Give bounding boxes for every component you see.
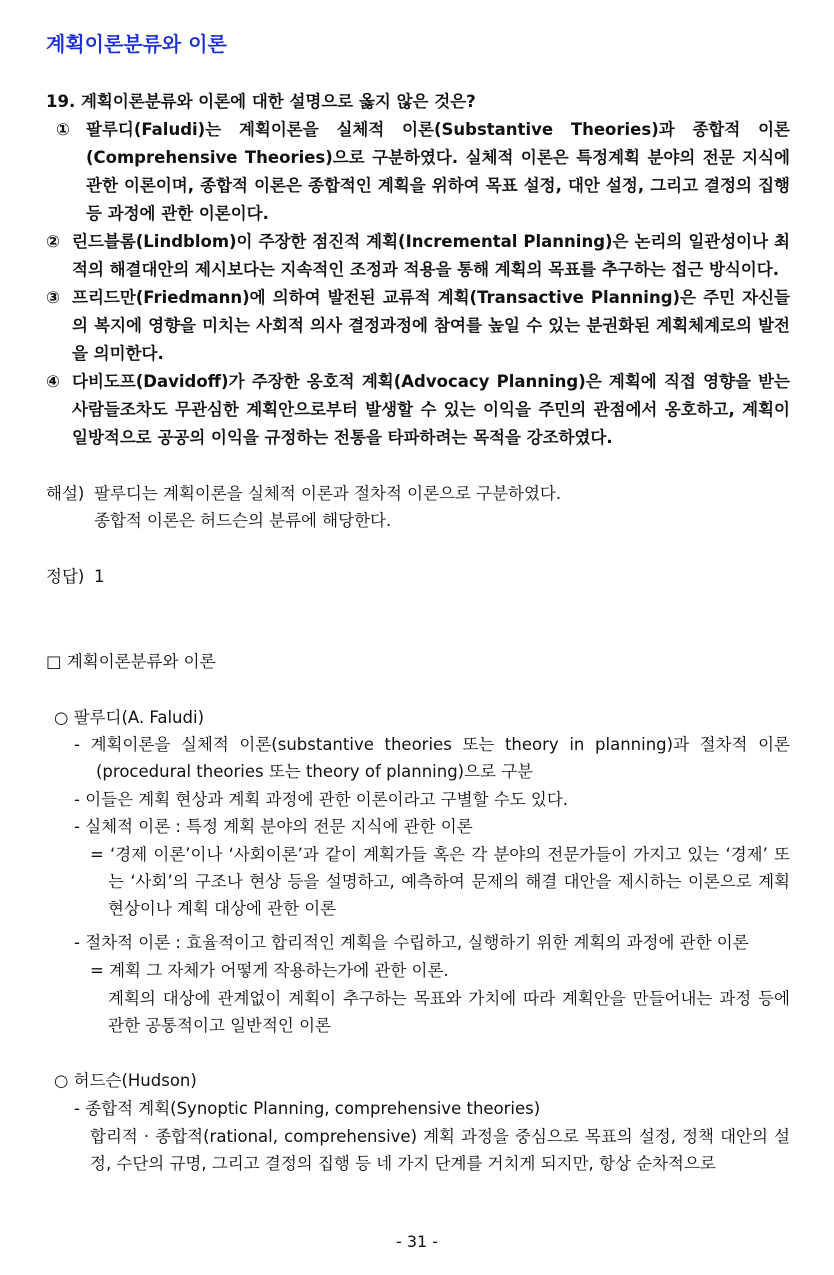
faludi-item-2: - 이들은 계획 현상과 계획 과정에 관한 이론이라고 구별할 수도 있다. [74, 790, 569, 809]
explanation-line-2: 종합적 이론은 허드슨의 분류에 해당한다. [94, 511, 392, 530]
hudson-heading: ○ 허드슨(Hudson) [54, 1071, 197, 1090]
page-title: 계획이론분류와 이론 [46, 32, 227, 56]
faludi-heading: ○ 팔루디(A. Faludi) [54, 708, 205, 727]
option-3-text: 프리드만(Friedmann)에 의하여 발전된 교류적 계획(Transactive Planning)은 주민 자신들의 복지에 영향을 미치는 사회적 의사 결정과정에 참여를 높일 수 있는 분권화된 계획체계로의 발전을 의미한다. [72, 288, 790, 363]
faludi-item-7: 계획의 대상에 관계없이 계획이 추구하는 목표와 가치에 따라 계획안을 만들어내는 과정 등에 관한 공통적이고 일반적인 이론 [108, 989, 790, 1035]
option-2-text: 린드블롬(Lindblom)이 주장한 점진적 계획(Incremental Planning)은 논리의 일관성이나 최적의 해결대안의 제시보다는 지속적인 조정과 적용을 통해 계획의 목표를 추구하는 접근 방식이다. [72, 232, 790, 279]
faludi-item-3: - 실체적 이론 : 특정 계획 분야의 전문 지식에 관한 이론 [74, 817, 473, 836]
question-stem: 19. 계획이론분류와 이론에 대한 설명으로 옳지 않은 것은? [46, 92, 476, 111]
option-3-number: ③ [46, 288, 60, 307]
section-heading: □ 계획이론분류와 이론 [46, 652, 216, 671]
faludi-item-1 [74, 731, 790, 785]
faludi-item-1-text: - 계획이론을 실체적 이론(substantive theories 또는 theory in planning)과 절차적 이론(procedural theories 또는 theory of planning)으로 구분 [74, 735, 790, 781]
option-1-number: ① [56, 120, 70, 139]
faludi-item-4 [90, 841, 790, 922]
hudson-item-1: - 종합적 계획(Synoptic Planning, comprehensive theories) [74, 1099, 541, 1118]
option-4-text: 다비도프(Davidoff)가 주장한 옹호적 계획(Advocacy Planning)은 계획에 직접 영향을 받는 사람들조차도 무관심한 계획안으로부터 발생할 수 있는 이익을 주민의 관점에서 옹호하고, 계획이 일방적으로 공공의 이익을 규정하는 전통을 타파하려는 목적을 강조하였다. [72, 372, 790, 447]
explanation-label: 해설) [46, 484, 85, 503]
faludi-item-6: = 계획 그 자체가 어떻게 작용하는가에 관한 이론. [90, 961, 449, 980]
option-1 [56, 116, 790, 228]
hudson-item-2: 합리적 · 종합적(rational, comprehensive) 계획 과정을 중심으로 목표의 설정, 정책 대안의 설정, 수단의 규명, 그리고 결정의 집행 등 네 가지 단계를 거치게 되지만, 항상 순차적으로 [90, 1127, 790, 1173]
option-4 [46, 368, 790, 452]
option-1-text: 팔루디(Faludi)는 계획이론을 실체적 이론(Substantive Theories)과 종합적 이론(Comprehensive Theories)으로 구분하였다. 실체적 이론은 특정계획 분야의 전문 지식에 관한 이론이며, 종합적 이론은 종합적인 계획을 위하여 목표 설정, 대안 설정, 그리고 결정의 집행 등 과정에 관한 이론이다. [86, 120, 790, 223]
faludi-item-5: - 절차적 이론 : 효율적이고 합리적인 계획을 수립하고, 실행하기 위한 계획의 과정에 관한 이론 [74, 933, 749, 952]
answer-label: 정답) [46, 567, 85, 586]
option-2-number: ② [46, 232, 60, 251]
option-4-number: ④ [46, 372, 60, 391]
page-number: - 31 - [395, 1232, 439, 1251]
option-2 [46, 228, 790, 284]
explanation-line-1: 팔루디는 계획이론을 실체적 이론과 절차적 이론으로 구분하였다. [94, 484, 562, 503]
faludi-item-4-text: = ‘경제 이론’이나 ‘사회이론’과 같이 계획가들 혹은 각 분야의 전문가들이 가지고 있는 ‘경제’ 또는 ‘사회’의 구조나 현상 등을 설명하고, 예측하여 문제의 해결 대안을 제시하는 이론으로 계획 현상이나 계획 대상에 관한 이론 [90, 845, 790, 918]
option-3 [46, 284, 790, 368]
answer-value: 1 [94, 567, 105, 586]
